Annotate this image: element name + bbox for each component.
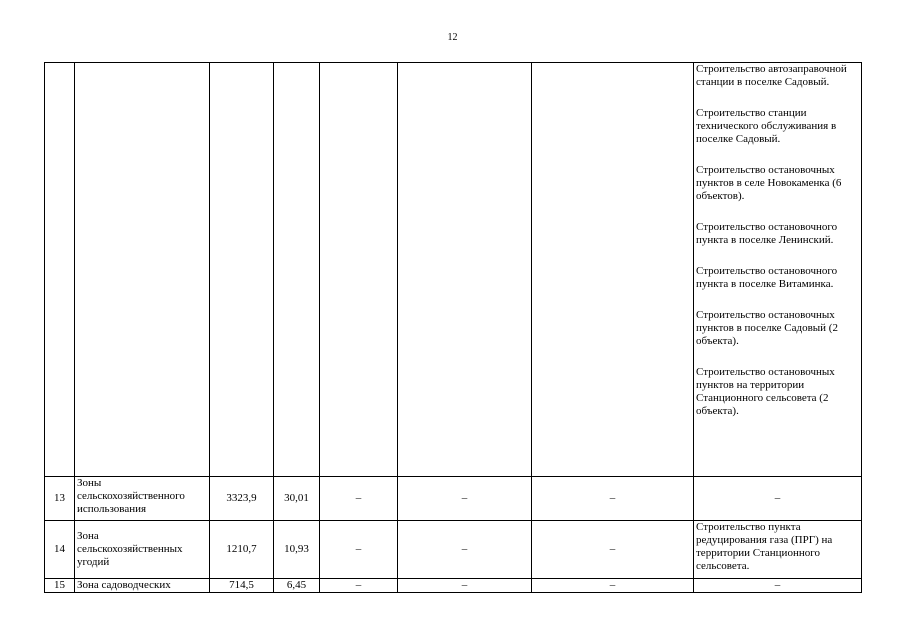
zones-table — [44, 62, 862, 593]
column-7-cell — [532, 63, 694, 477]
table-row — [45, 579, 862, 593]
table-row — [45, 63, 862, 477]
measure-paragraph: Строительство остановочного пункта в поселке Ленинский. — [696, 221, 838, 246]
row-number-cell — [45, 63, 75, 477]
area-cell: 1210,7 — [210, 521, 274, 579]
measures-cell: – — [694, 477, 862, 521]
zone-name-cell: Зона садоводческих — [75, 579, 210, 593]
measures-cell — [694, 63, 862, 477]
zone-name-cell — [75, 63, 210, 477]
table-row — [45, 521, 862, 579]
column-5-cell: – — [320, 521, 398, 579]
zone-name-cell: Зона сельскохозяйственных угодий — [75, 521, 210, 579]
column-6-cell — [398, 63, 532, 477]
row-number-cell: 13 — [45, 477, 75, 521]
measure-paragraph: Строительство станции технического обслуживания в поселке Садовый. — [696, 107, 837, 145]
column-7-cell: – — [532, 477, 694, 521]
measure-paragraph: Строительство остановочных пунктов на территории Станционного сельсовета (2 объекта). — [696, 366, 835, 417]
area-cell — [210, 63, 274, 477]
column-5-cell — [320, 63, 398, 477]
area-cell: 714,5 — [210, 579, 274, 593]
page-number: 12 — [447, 32, 458, 43]
column-5-cell: – — [320, 477, 398, 521]
column-7-cell: – — [532, 521, 694, 579]
area-cell: 3323,9 — [210, 477, 274, 521]
zone-name-cell: Зоны сельскохозяйственного использования — [75, 477, 210, 521]
percent-cell: 30,01 — [274, 477, 320, 521]
measures-cell: – — [694, 579, 862, 593]
measures-cell: Строительство пункта редуцирования газа (ПРГ) на территории Станционного сельсовета. — [694, 521, 862, 579]
column-5-cell: – — [320, 579, 398, 593]
measure-paragraph: Строительство автозаправочной станции в поселке Садовый. — [696, 63, 847, 88]
percent-cell — [274, 63, 320, 477]
column-7-cell: – — [532, 579, 694, 593]
percent-cell: 6,45 — [274, 579, 320, 593]
measure-paragraph: Строительство остановочного пункта в поселке Витаминка. — [696, 265, 838, 290]
measure-paragraph: Строительство остановочных пунктов в поселке Садовый (2 объекта). — [696, 309, 838, 347]
column-6-cell: – — [398, 521, 532, 579]
column-6-cell: – — [398, 477, 532, 521]
column-6-cell: – — [398, 579, 532, 593]
measure-paragraph: Строительство остановочных пунктов в селе Новокаменка (6 объектов). — [696, 164, 842, 202]
table-row — [45, 477, 862, 521]
row-number-cell: 14 — [45, 521, 75, 579]
percent-cell: 10,93 — [274, 521, 320, 579]
row-number-cell: 15 — [45, 579, 75, 593]
